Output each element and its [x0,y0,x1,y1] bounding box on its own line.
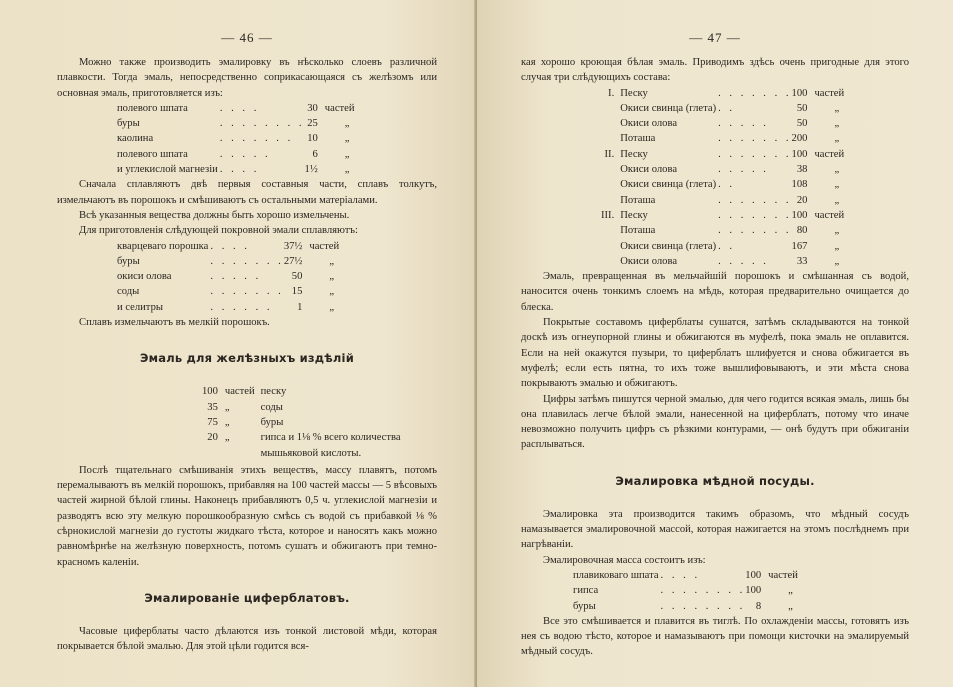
section-heading: Эмаль для желѣзныхъ издѣлій [140,351,354,366]
ingredient-name: буры [117,255,140,267]
recipe-row [601,116,844,131]
leader-dots: . . . . . . . [718,87,792,99]
ingredient-name: и селитры [117,301,163,313]
leader-dots: . . . . . [210,271,262,283]
leader-dots: . . . . [210,240,250,252]
ingredient-name: песку [260,386,287,398]
recipe-row [117,101,355,116]
recipe-row [117,131,355,146]
recipe-row [117,116,355,131]
ingredient-unit: „ [329,271,335,283]
ingredient-quantity: 15 [291,286,303,298]
recipe-row [117,254,339,269]
leader-dots: . . [718,240,736,252]
ingredient-quantity: 8 [755,600,762,612]
ingredient-name: полевого шпата [117,102,188,114]
ingredient-unit: „ [329,255,335,267]
leader-dots: . . . . . . . . [660,600,746,612]
ingredient-quantity: 38 [796,164,808,176]
ingredient-name: полевого шпата [117,148,188,160]
ingredient-quantity: 25 [307,118,318,130]
ingredient-unit: „ [834,194,840,206]
ingredient-quantity: 75 [207,416,218,428]
recipe-table [117,101,355,177]
recipe-number [601,162,620,177]
leader-dots: . . . . . . [210,301,273,313]
recipe-row [601,208,844,223]
ingredient-unit: „ [834,164,840,176]
ingredient-unit: частей [309,240,340,252]
ingredient-quantity: 20 [796,194,808,206]
ingredient-unit: частей [814,148,845,160]
paragraph: Эмалировочная масса состоитъ изъ: [543,554,706,566]
ingredient-name: Песку [620,209,648,221]
paragraph: Для приготовленія слѣдующей покровной эмали сплавляютъ: [79,225,358,237]
ingredient-quantity: 100 [202,386,218,398]
ingredient-quantity: 167 [791,240,808,252]
paragraph: Можно также производить эмалировку въ нѣсколько слоевъ различной плавкости. Тогда эмаль, непосредственно соприкасающаяся съ желѣзомъ или основная эмаль, приготовляется изъ: [57,57,437,99]
ingredient-quantity: 100 [791,209,808,221]
ingredient-name: Песку [620,148,648,160]
recipe-row [601,254,844,269]
ingredient-name: буры [117,118,140,130]
ingredient-quantity: 1½ [304,164,318,176]
leader-dots: . . . . . . . [210,255,284,267]
recipe-table [601,86,844,270]
page-number: — 47 — [689,30,741,45]
recipe-number [601,239,620,254]
right-page [477,0,953,687]
leader-dots: . . . . . . . [718,209,792,221]
ingredient-name: Поташа [620,225,656,237]
recipe-number: III. [601,209,615,221]
ingredient-quantity: 50 [796,102,808,114]
ingredient-unit: „ [344,164,350,176]
ingredient-unit: частей [224,386,255,398]
ingredient-unit: „ [224,432,230,444]
leader-dots: . . . . [219,102,260,114]
ingredient-name: соды [260,401,283,413]
recipe-number [601,116,620,131]
paragraph: Сплавъ измельчаютъ въ мелкій порошокъ. [79,317,270,329]
recipe-row [117,239,339,254]
leader-dots: . . . . . [718,118,769,130]
ingredient-quantity: 100 [791,87,808,99]
ingredient-name: Песку [620,87,648,99]
recipe-row [601,86,844,101]
recipe-row [117,162,355,177]
recipe-row [117,284,339,299]
recipe-row [601,131,844,146]
paragraph: Все это смѣшивается и плавится въ тиглѣ. По охлажденіи массы, готовятъ изъ нея съ водою тѣсто, которое и намазываютъ при помощи кисточки на эмалируемый мѣдный сосудъ. [521,615,909,658]
ingredient-name: кварцеваго порошка [117,240,209,252]
page-number: — 46 — [221,30,273,45]
section-heading: Эмалировка мѣдной посуды. [615,473,815,488]
paragraph: Эмаль, превращенная въ мельчайшій порошокъ и смѣшанная съ водой, наносится очень тонкимъ слоемъ на мѣдь, которая предварительно очищается до блеска. [521,271,909,313]
ingredient-unit: частей [768,569,798,581]
leader-dots: . . . . . . . [718,225,792,237]
ingredient-name: соды [117,286,140,298]
recipe-number [601,193,620,208]
ingredient-name: Окиси олова [620,164,678,176]
ingredient-name: Поташа [620,133,656,145]
paragraph: Эмалировка эта производится такимъ образомъ, что мѣдный сосудъ намазывается эмалировочной массой, которая нажигается на этомъ послѣднемъ при нагрѣваніи. [521,508,909,551]
recipe-number [601,177,620,192]
recipe-table [573,568,798,614]
recipe-row [202,415,432,430]
recipe-row [202,430,432,461]
leader-dots: . . . . . . . [718,194,792,206]
leader-dots: . . . . . . . [219,133,294,145]
ingredient-quantity: 27½ [283,255,303,267]
paragraph: Послѣ тщательнаго смѣшиванія этихъ веществъ, массу плавятъ, потомъ перемалываютъ въ мелкій порошокъ, прибавляя на 100 частей массы — 5 вѣсовыхъ частей жирной бѣлой глины. Наконецъ прибавляютъ 0,5 ч. углекислой магнезіи и разводятъ всю эту мелкую порошкообразную смѣсь съ водой съ прибавкой ⅛ % сѣрнокислой магнезіи до густоты жидкаго тѣста, которое и наносятъ какъ можно равномѣрнѣе на желѣзную поверхность, потомъ сушатъ и обжигаютъ при темно-красномъ каленіи. [57,464,437,568]
leader-dots: . . . . . [718,255,769,267]
ingredient-quantity: 80 [796,225,808,237]
ingredient-quantity: 10 [307,133,318,145]
ingredient-quantity: 1 [297,301,303,313]
leader-dots: . . . . . . . . [219,118,305,130]
recipe-row [601,239,844,254]
leader-dots: . . . . . [219,148,271,160]
ingredient-quantity: 100 [745,585,762,597]
ingredient-quantity: 100 [745,569,762,581]
ingredient-quantity: 108 [791,179,808,191]
ingredient-name: плавиковаго шпата [573,569,659,581]
recipe-number [601,131,620,146]
recipe-row [601,223,844,238]
ingredient-name: Окиси олова [620,255,678,267]
recipe-row [202,384,432,399]
recipe-row [601,177,844,192]
paragraph: Сначала сплавляютъ двѣ первыя составныя части, сплавъ толкутъ, измельчаютъ въ порошокъ и смѣшиваютъ съ остальными матеріалами. [57,179,437,206]
recipe-row [117,147,355,162]
ingredient-unit: „ [224,401,230,413]
leader-dots: . . . . . . . . [660,585,746,597]
paragraph: кая хорошо кроющая бѣлая эмаль. Приводимъ здѣсь очень пригодные для этого случая три слѣдующихъ состава: [521,57,909,84]
ingredient-name: каолина [117,133,154,145]
ingredient-name: буры [573,600,596,612]
ingredient-unit: „ [834,225,840,237]
ingredient-unit: частей [814,87,845,99]
ingredient-quantity: 30 [307,102,318,114]
ingredient-unit: частей [814,209,845,221]
leader-dots: . . . . . [718,164,769,176]
ingredient-name: окиси олова [117,271,172,283]
ingredient-name: Поташа [620,194,656,206]
recipe-row [601,147,844,162]
leader-dots: . . . . [660,569,701,581]
leader-dots: . . . . [219,164,260,176]
ingredient-unit: „ [788,600,793,612]
ingredient-unit: „ [344,148,350,160]
recipe-row [117,269,339,284]
recipe-row [573,568,798,583]
recipe-table [117,239,339,315]
recipe-number: II. [604,148,615,160]
recipe-table [202,384,432,460]
ingredient-name: Окиси свинца (глета) [620,240,717,252]
recipe-number: I. [608,87,615,99]
ingredient-quantity: 20 [207,432,218,444]
section-heading: Эмалированіе циферблатовъ. [144,590,350,605]
recipe-number [601,101,620,116]
ingredient-unit: „ [329,286,335,298]
recipe-row [202,400,432,415]
leader-dots: . . . . . . . [718,148,792,160]
ingredient-unit: „ [834,133,840,145]
ingredient-name: буры [260,416,284,428]
paragraph: Цифры затѣмъ пишутся черной эмалью, для чего годится всякая эмаль, лишь бы она плавилась легче бѣлой эмали, нанесенной на циферблатъ, потому что иначе невозможно получить цифръ съ рѣзкими контурами, — онѣ будутъ при обжиганіи расплываться. [521,393,909,451]
leader-dots: . . . . . . . [210,286,284,298]
recipe-row [573,583,798,598]
paragraph: Всѣ указанныя вещества должны быть хорошо измельчены. [79,209,350,221]
ingredient-quantity: 50 [796,118,808,130]
ingredient-unit: частей [324,102,355,114]
leader-dots: . . . . . . . [718,133,792,145]
ingredient-unit: „ [344,133,350,145]
ingredient-unit: „ [834,118,840,130]
leader-dots: . . [718,179,736,191]
paragraph: Часовые циферблаты часто дѣлаются изъ тонкой листовой мѣди, которая покрывается бѣлой эмалью. Для этой цѣли годится вся- [57,625,437,653]
recipe-row [117,300,339,315]
recipe-number [601,254,620,269]
leader-dots: . . [718,102,736,114]
ingredient-quantity: 50 [291,271,303,283]
ingredient-unit: „ [834,179,840,191]
ingredient-quantity: 200 [791,133,808,145]
recipe-number [601,223,620,238]
ingredient-name: Окиси свинца (глета) [620,179,717,191]
recipe-row [601,101,844,116]
ingredient-name: гипса и 1⅛ % всего количества мышьяковой кислоты. [260,432,401,459]
recipe-row [601,193,844,208]
ingredient-quantity: 100 [791,148,808,160]
ingredient-quantity: 33 [796,255,808,267]
ingredient-name: гипса [573,585,599,597]
ingredient-unit: „ [344,118,350,130]
ingredient-unit: „ [224,416,230,428]
ingredient-unit: „ [834,255,840,267]
ingredient-name: Окиси свинца (глета) [620,102,717,114]
recipe-row [601,162,844,177]
paragraph: Покрытые составомъ циферблаты сушатся, затѣмъ складываются на тонкой доскѣ изъ огнеупорной глины и обжигаются въ муфелѣ, пока эмаль не оплавится. Если на ней окажутся пузыри, то циферблатъ шлифуется и снова обжигается въ муфелѣ; если есть пятна, то ихъ тоже вышлифовываютъ, и эти мѣста снова покрываютъ эмалью и обжигаютъ. [521,317,909,390]
ingredient-name: и углекислой магнезіи [117,164,218,176]
ingredient-unit: „ [834,102,840,114]
ingredient-unit: „ [329,301,335,313]
ingredient-quantity: 6 [312,148,318,160]
ingredient-quantity: 35 [207,401,218,413]
ingredient-name: Окиси олова [620,118,678,130]
ingredient-quantity: 37½ [283,240,303,252]
recipe-row [573,599,798,614]
ingredient-unit: „ [788,585,793,597]
ingredient-unit: „ [834,240,840,252]
